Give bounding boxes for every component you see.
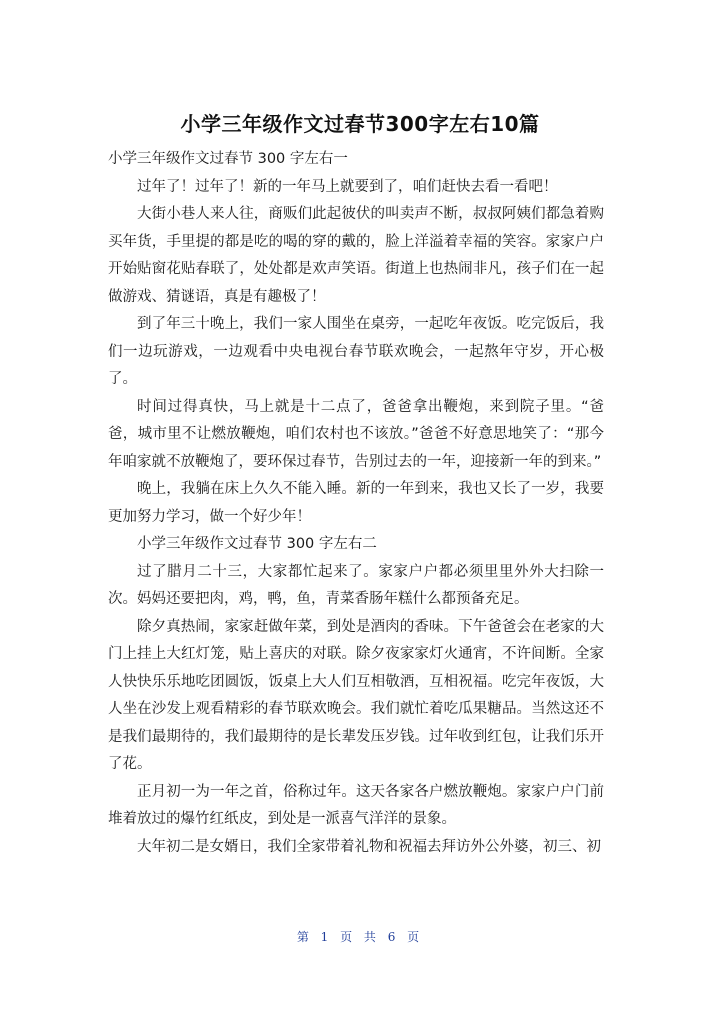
page-number-footer: 第 1 页 共 6 页 bbox=[296, 930, 424, 944]
paragraph: 大年初二是女婿日，我们全家带着礼物和祝福去拜访外公外婆，初三、初 bbox=[137, 838, 601, 855]
section-heading-2: 小学三年级作文过春节 300 字左右二 bbox=[137, 536, 377, 552]
paragraph: 过了腊月二十三，大家都忙起来了。家家户户都必须里里外外大扫除一次。妈妈还要把肉，鸡，鸭，鱼，青菜香肠年糕什么都预备充足。 bbox=[108, 563, 604, 607]
paragraph: 正月初一为一年之首，俗称过年。这天各家各户燃放鞭炮。家家户户门前堆着放过的爆竹红纸皮，到处是一派喜气洋洋的景象。 bbox=[108, 783, 604, 827]
paragraph: 到了年三十晚上，我们一家人围坐在桌旁，一起吃年夜饭。吃完饭后，我们一边玩游戏，一边观看中央电视台春节联欢晚会，一起熬年守岁，开心极了。 bbox=[108, 316, 604, 387]
paragraph: 过年了！过年了！新的一年马上就要到了，咱们赶快去看一看吧！ bbox=[137, 178, 558, 195]
section-heading-1: 小学三年级作文过春节 300 字左右一 bbox=[108, 151, 348, 167]
document-title: 小学三年级作文过春节300字左右10篇 bbox=[180, 112, 540, 136]
paragraph: 除夕真热闹，家家赶做年菜，到处是酒肉的香味。下午爸爸会在老家的大门上挂上大红灯笼，贴上喜庆的对联。除夕夜家家灯火通宵，不许间断。全家人快快乐乐地吃团圆饭，饭桌上大人们互相敬酒，互相祝福。吃完年夜饭，大人坐在沙发上观看精彩的春节联欢晚会。我们就忙着吃瓜果糖品。当然这还不是我们最期待的，我们最期待的是长辈发压岁钱。过年收到红包，让我们乐开了花。 bbox=[108, 618, 604, 772]
paragraph: 时间过得真快，马上就是十二点了，爸爸拿出鞭炮，来到院子里。“爸爸，城市里不让燃放鞭炮，咱们农村也不该放。”爸爸不好意思地笑了：“那今年咱家就不放鞭炮了，要环保过春节，告别过去的一年，迎接新一年的到来。” bbox=[108, 398, 604, 470]
paragraph: 大街小巷人来人往，商贩们此起彼伏的叫卖声不断，叔叔阿姨们都急着购买年货，手里提的都是吃的喝的穿的戴的，脸上洋溢着幸福的笑容。家家户户开始贴窗花贴春联了，处处都是欢声笑语。街道上也热闹非凡，孩子们在一起做游戏、猜谜语，真是有趣极了！ bbox=[108, 206, 604, 305]
paragraph: 晚上，我躺在床上久久不能入睡。新的一年到来，我也又长了一岁，我要更加努力学习，做一个好少年！ bbox=[108, 481, 604, 525]
document-body bbox=[108, 146, 604, 861]
